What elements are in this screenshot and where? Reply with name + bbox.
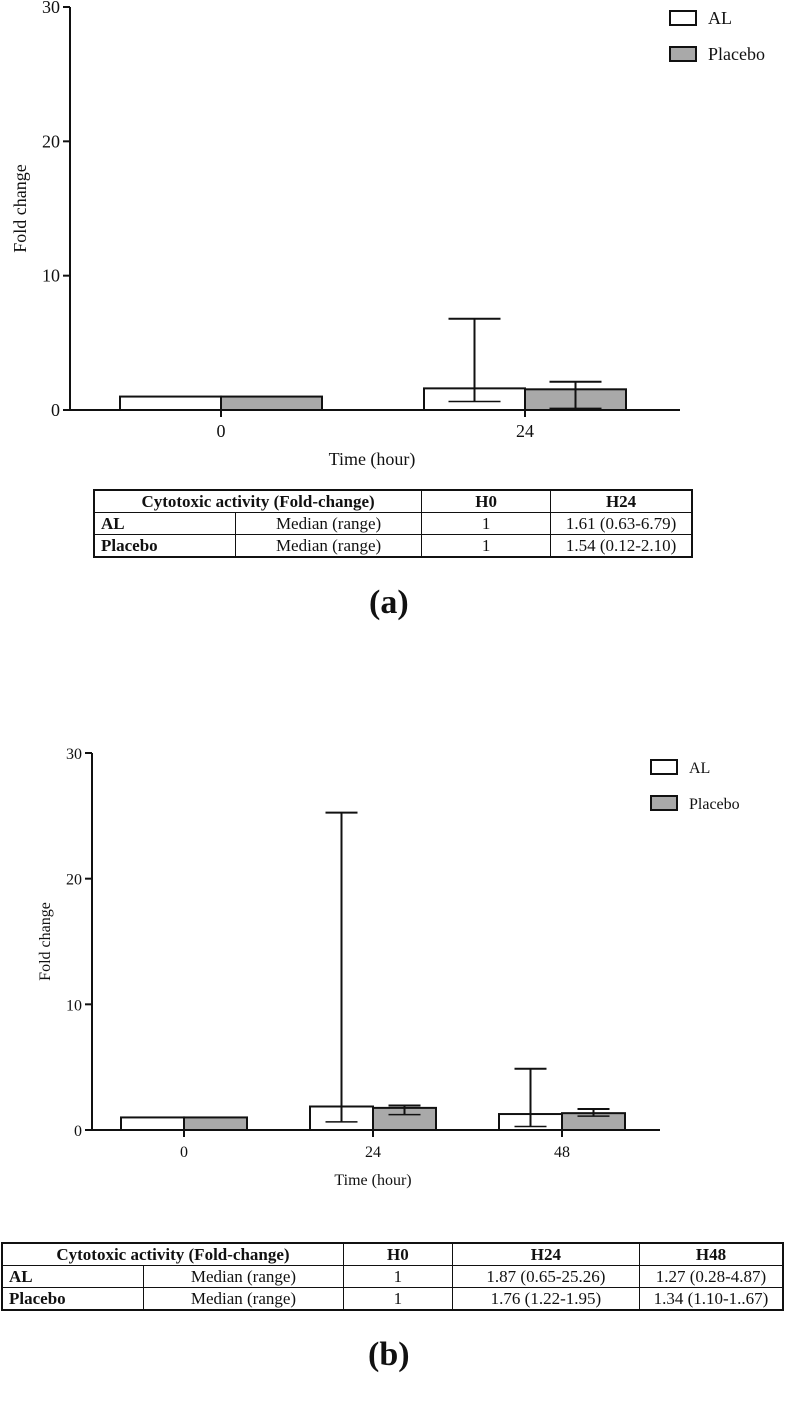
table-a-cell: 1.61 (0.63-6.79) [551, 513, 692, 535]
y-tick-label: 0 [51, 400, 60, 420]
table-a-header-row [94, 490, 692, 513]
y-tick-label: 10 [66, 997, 82, 1015]
table-b-group: Placebo [2, 1288, 144, 1311]
table-b-header-h24: H24 [452, 1243, 639, 1266]
table-a-row-placebo [94, 535, 692, 558]
table-b-cell: 1.27 (0.28-4.87) [639, 1266, 783, 1288]
table-a-header-h24: H24 [551, 490, 692, 513]
y-tick-label: 20 [66, 871, 82, 889]
table-b-header-h48: H48 [639, 1243, 783, 1266]
x-tick-label: 24 [516, 421, 534, 441]
table-b-stat: Median (range) [144, 1288, 344, 1311]
y-tick-label: 10 [42, 265, 60, 286]
table-b-header-label: Cytotoxic activity (Fold-change) [2, 1243, 343, 1266]
table-a-row-al [94, 513, 692, 535]
table-a-header-label: Cytotoxic activity (Fold-change) [94, 490, 422, 513]
chart-a [0, 0, 787, 480]
table-b-group: AL [2, 1266, 144, 1288]
caption-b: (b) [368, 1336, 410, 1373]
bar-al [121, 1117, 184, 1130]
legend-swatch-al [651, 760, 677, 774]
table-a-group: AL [94, 513, 236, 535]
x-tick-label: 24 [365, 1144, 381, 1161]
table-b-cell: 1.76 (1.22-1.95) [452, 1288, 639, 1311]
table-a-stat: Median (range) [236, 535, 422, 558]
y-tick-label: 0 [74, 1123, 82, 1140]
table-b-header-h0: H0 [343, 1243, 452, 1266]
chart-b [0, 730, 787, 1210]
bar-placebo [221, 397, 322, 410]
table-b-cell: 1.34 (1.10-1..67) [639, 1288, 783, 1311]
legend-label-al: AL [689, 760, 711, 777]
legend-label-placebo: Placebo [708, 44, 765, 64]
x-tick-label: 0 [216, 421, 226, 441]
table-b-stat: Median (range) [144, 1266, 344, 1288]
bar-al [120, 397, 221, 410]
bar-placebo [184, 1117, 247, 1130]
table-a-group: Placebo [94, 535, 236, 558]
x-axis-title: Time (hour) [334, 1172, 412, 1189]
table-a-cell: 1.54 (0.12-2.10) [551, 535, 692, 558]
table-b-row-placebo [2, 1288, 783, 1311]
table-b-cell: 1 [343, 1288, 452, 1311]
table-a-cell: 1 [422, 513, 551, 535]
y-tick-label: 30 [66, 746, 82, 763]
table-b-cell: 1 [343, 1266, 452, 1288]
table-a-cell: 1 [422, 535, 551, 558]
legend-swatch-placebo [651, 796, 677, 810]
legend-label-al: AL [708, 8, 732, 28]
y-tick-label: 30 [42, 0, 60, 17]
table-b-row-al [2, 1266, 783, 1288]
y-tick-label: 20 [42, 131, 60, 152]
x-tick-label: 48 [554, 1144, 570, 1161]
table-b-header-row [2, 1243, 783, 1266]
table-a [93, 489, 693, 558]
table-b [1, 1242, 784, 1311]
legend-swatch-al [670, 11, 696, 25]
table-b-cell: 1.87 (0.65-25.26) [452, 1266, 639, 1288]
x-tick-label: 0 [180, 1144, 188, 1161]
y-axis-title: Fold change [10, 164, 30, 253]
caption-a: (a) [369, 584, 409, 621]
legend-label-placebo: Placebo [689, 796, 740, 813]
table-a-header-h0: H0 [422, 490, 551, 513]
y-axis-title: Fold change [37, 902, 54, 981]
legend-swatch-placebo [670, 47, 696, 61]
table-a-stat: Median (range) [236, 513, 422, 535]
x-axis-title: Time (hour) [328, 449, 416, 469]
